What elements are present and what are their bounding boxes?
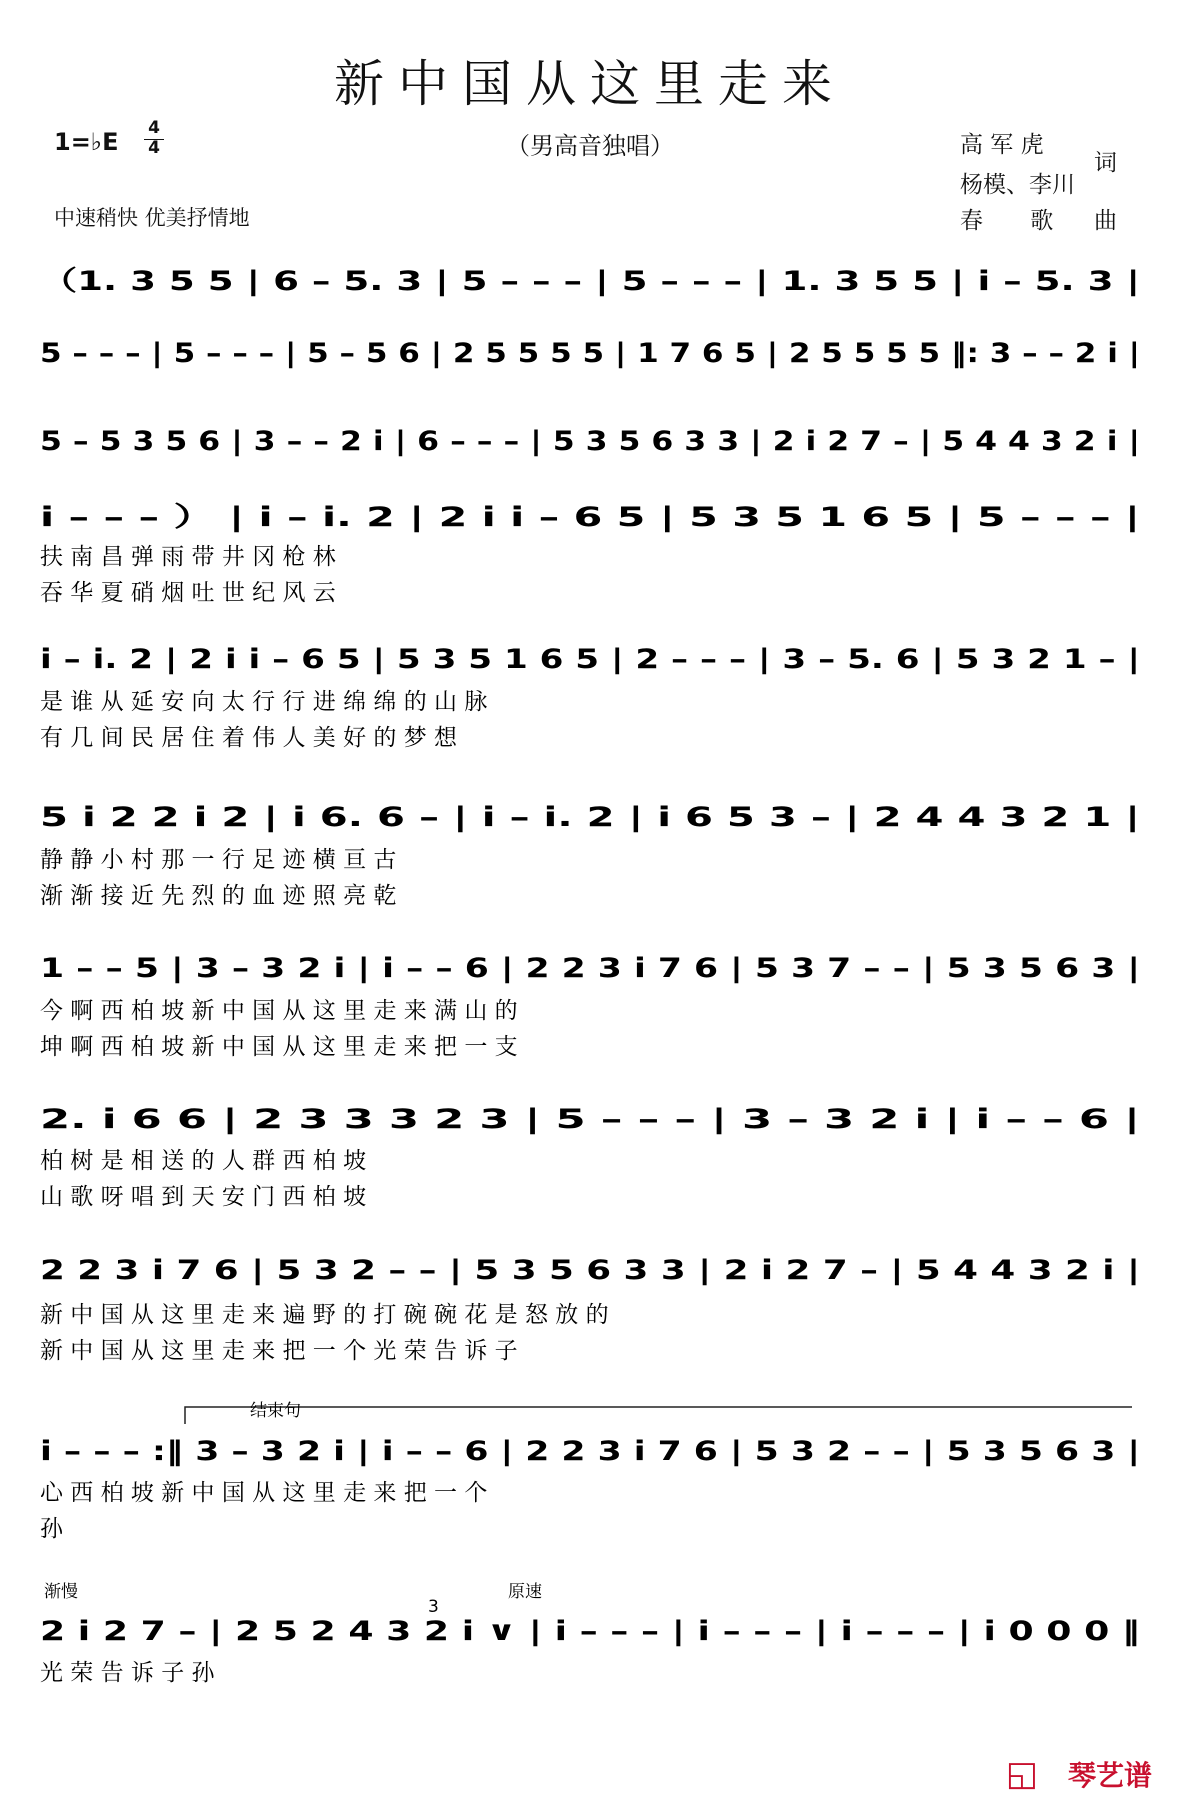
- lyrics-verse-1: 心 西 柏 坡 新 中 国 从 这 里 走 来 把 一 个: [40, 1480, 488, 1506]
- composer-role: 曲: [1094, 208, 1117, 234]
- lyrics-verse-2: 吞 华 夏 硝 烟 吐 世 纪 风 云: [40, 580, 336, 606]
- tempo-marking: 中速稍快 优美抒情地: [54, 206, 250, 230]
- time-signature-top: 4: [148, 118, 160, 138]
- notation-row: （1. 3 5 5 | 6 – 5. 3 | 5 – – – | 5 – – – | 1. 3 5 5 | i – 5. 3 |: [40, 266, 1140, 297]
- notation-row: 1 – – 5 | 3 – 3 2 i | i – – 6 | 2 2 3 i 7 6 | 5 3 7 – – | 5 3 5 6 3 |: [40, 953, 1140, 984]
- page-title: 新中国从这里走来: [334, 55, 846, 113]
- qinyipu-logo-icon: ◱: [1005, 1754, 1038, 1794]
- lyricist-2: 杨模、李川: [960, 172, 1075, 198]
- a-tempo-label: 原速: [508, 1582, 542, 1602]
- rit-label: 渐慢: [44, 1582, 78, 1602]
- watermark-logo: 琴艺谱: [1067, 1759, 1152, 1792]
- notation-row: 5 – 5 3 5 6 | 3 – – 2 i | 6 – – – | 5 3 5 6 3 3 | 2 i 2 7 – | 5 4 4 3 2 i |: [40, 426, 1140, 457]
- lyricist-role: 词: [1094, 150, 1117, 176]
- ending-label: 结束句: [250, 1401, 301, 1421]
- time-signature-bottom: 4: [148, 138, 160, 158]
- lyrics-verse-2: 孙: [40, 1516, 63, 1542]
- lyrics-verse-1: 光 荣 告 诉 子 孙: [40, 1660, 215, 1686]
- lyrics-verse-1: 是 谁 从 延 安 向 太 行 行 进 绵 绵 的 山 脉: [40, 689, 488, 715]
- lyricist-1: 高 军 虎: [960, 132, 1044, 158]
- triplet-mark: 3: [428, 1597, 439, 1617]
- composer: 春 歌: [960, 208, 1074, 234]
- notation-row: 5 i 2 2 i 2 | i 6. 6 – | i – i. 2 | i 6 5 3 – | 2 4 4 3 2 1 |: [40, 802, 1140, 833]
- notation-row: 2. i 6 6 | 2 3 3 3 2 3 | 5 – – – | 3 – 3 2 i | i – – 6 |: [40, 1104, 1140, 1135]
- volta-bracket: [185, 1407, 1132, 1424]
- notation-row: 5 – – – | 5 – – – | 5 – 5 6 | 2 5 5 5 5 | 1 7 6 5 | 2 5 5 5 5 ‖: 3 – – 2 i |: [40, 338, 1140, 369]
- notation-row: i – – – ） | i – i. 2 | 2 i i – 6 5 | 5 3 5 1 6 5 | 5 – – – |: [40, 502, 1140, 533]
- notation-row: i – – – :‖ 3 – 3 2 i | i – – 6 | 2 2 3 i 7 6 | 5 3 2 – – | 5 3 5 6 3 |: [40, 1436, 1140, 1467]
- notation-row: i – i. 2 | 2 i i – 6 5 | 5 3 5 1 6 5 | 2 – – – | 3 – 5. 6 | 5 3 2 1 – |: [40, 644, 1140, 675]
- subtitle: （男高音独唱）: [506, 132, 674, 160]
- lyrics-verse-1: 柏 树 是 相 送 的 人 群 西 柏 坡: [40, 1148, 367, 1174]
- lyrics-verse-2: 渐 渐 接 近 先 烈 的 血 迹 照 亮 乾: [40, 883, 397, 909]
- key-signature: 1=♭E: [54, 128, 119, 156]
- notation-row: 2 2 3 i 7 6 | 5 3 2 – – | 5 3 5 6 3 3 | 2 i 2 7 – | 5 4 4 3 2 i |: [40, 1255, 1140, 1286]
- lyrics-verse-2: 山 歌 呀 唱 到 天 安 门 西 柏 坡: [40, 1184, 367, 1210]
- lyrics-verse-1: 静 静 小 村 那 一 行 足 迹 横 亘 古: [40, 847, 397, 873]
- lyrics-verse-2: 坤 啊 西 柏 坡 新 中 国 从 这 里 走 来 把 一 支: [40, 1034, 518, 1060]
- notation-row: 2 i 2 7 – | 2 5 2 4 3 2 i ∨ | i – – – | i – – – | i – – – | i 0 0 0 ‖: [40, 1616, 1140, 1647]
- lyrics-verse-1: 今 啊 西 柏 坡 新 中 国 从 这 里 走 来 满 山 的: [40, 998, 518, 1024]
- lyrics-verse-1: 新 中 国 从 这 里 走 来 遍 野 的 打 碗 碗 花 是 怒 放 的: [40, 1302, 609, 1328]
- lyrics-verse-1: 扶 南 昌 弹 雨 带 井 冈 枪 林: [40, 544, 336, 570]
- lyrics-verse-2: 新 中 国 从 这 里 走 来 把 一 个 光 荣 告 诉 子: [40, 1338, 518, 1364]
- lyrics-verse-2: 有 几 间 民 居 住 着 伟 人 美 好 的 梦 想: [40, 725, 458, 751]
